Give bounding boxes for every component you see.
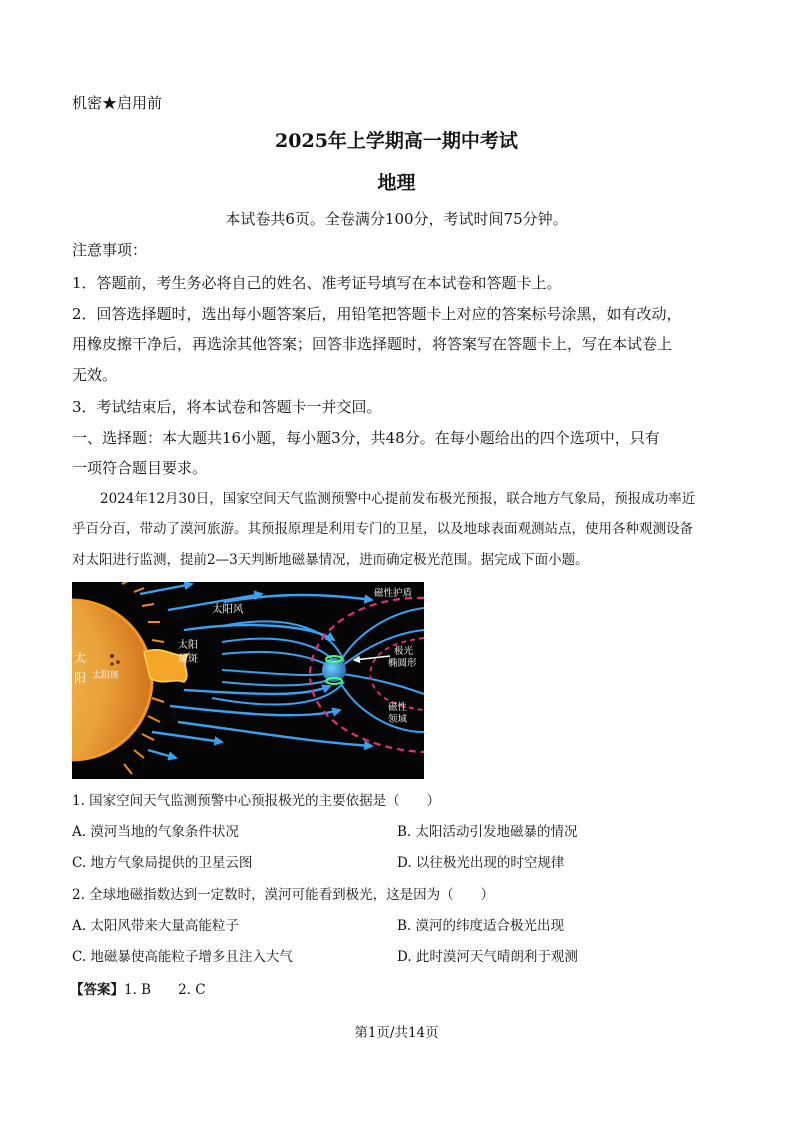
page-footer: 第1页/共14页 <box>354 1025 439 1041</box>
label-aurora-line-1: 极光 <box>394 646 414 657</box>
note-item-1: 1．答题前，考生务必将自己的姓名、准考证号填写在本试卷和答题卡上。 <box>72 274 562 292</box>
label-magnetosphere-line-1: 磁性 <box>388 702 408 713</box>
label-magnetosphere-line-2: 领域 <box>388 714 408 725</box>
confidential-label: 机密★启用前 <box>72 94 163 112</box>
q1-option-a: A. 漠河当地的气象条件状况 <box>72 824 239 840</box>
note-item-2-line-2: 用橡皮擦干净后，再选涂其他答案；回答非选择题时，将答案写在答题卡上，写在本试卷上 <box>72 335 673 353</box>
label-sun-line-2: 阳 <box>74 671 87 685</box>
q2-option-b: B. 漠河的纬度适合极光出现 <box>397 918 565 934</box>
notes-heading: 注意事项： <box>72 241 148 259</box>
note-item-2-line-3: 无效。 <box>72 366 118 384</box>
q1-option-c: C. 地方气象局提供的卫星云图 <box>72 855 253 871</box>
q2-option-a: A. 太阳风带来大量高能粒子 <box>72 918 239 934</box>
label-magnetopause: 磁性护盾 <box>374 588 413 599</box>
answer-label: 【答案】 <box>70 982 124 998</box>
q2-option-d: D. 此时漠河天气晴朗利于观测 <box>397 949 578 965</box>
solar-wind-figure <box>72 582 424 779</box>
passage-line-2: 乎百分百，带动了漠河旅游。其预报原理是利用专门的卫星，以及地球表面观测站点，使用各种观测设备 <box>72 521 693 537</box>
note-item-2-line-1: 2．回答选择题时，选出每小题答案后，用铅笔把答题卡上对应的答案标号涂黑，如有改动， <box>72 305 682 323</box>
subject-title: 地理 <box>377 172 416 194</box>
section-heading-line-1: 一、选择题：本大题共16小题，每小题3分，共48分。在每小题给出的四个选项中，只有 <box>72 429 660 447</box>
section-heading-line-2: 一项符合题目要求。 <box>72 459 208 477</box>
answer-value: 1. B 2. C <box>124 982 206 998</box>
q1-option-d: D. 以往极光出现的时空规律 <box>397 855 565 871</box>
passage-line-3: 对太阳进行监测，提前2—3天判断地磁暴情况，进而确定极光范围。据完成下面小题。 <box>72 552 589 568</box>
q2-stem: 2. 全球地磁指数达到一定数时，漠河可能看到极光，这是因为（ ） <box>72 887 495 903</box>
note-item-3: 3．考试结束后，将本试卷和答题卡一并交回。 <box>72 398 382 416</box>
q2-option-c: C. 地磁暴使高能粒子增多且注入大气 <box>72 949 293 965</box>
exam-title: 2025年上学期高一期中考试 <box>275 130 518 152</box>
exam-info: 本试卷共6页。全卷满分100分，考试时间75分钟。 <box>225 210 568 228</box>
label-flare-line-2: 耀斑 <box>178 654 198 665</box>
q1-stem: 1. 国家空间天气监测预警中心预报极光的主要依据是（ ） <box>72 793 441 809</box>
label-aurora-line-2: 椭圆形 <box>388 658 417 669</box>
q1-option-b: B. 太阳活动引发地磁暴的情况 <box>397 824 578 840</box>
passage-line-1: 2024年12月30日，国家空间天气监测预警中心提前发布极光预报，联合地方气象局，预报成功率近 <box>100 491 696 507</box>
label-sun-line-1: 太 <box>74 651 87 665</box>
label-solar-wind: 太阳风 <box>212 603 244 615</box>
answer-line <box>70 981 206 999</box>
label-flare-line-1: 太阳 <box>178 640 198 651</box>
label-sunspot: 太阳斑 <box>92 671 120 681</box>
